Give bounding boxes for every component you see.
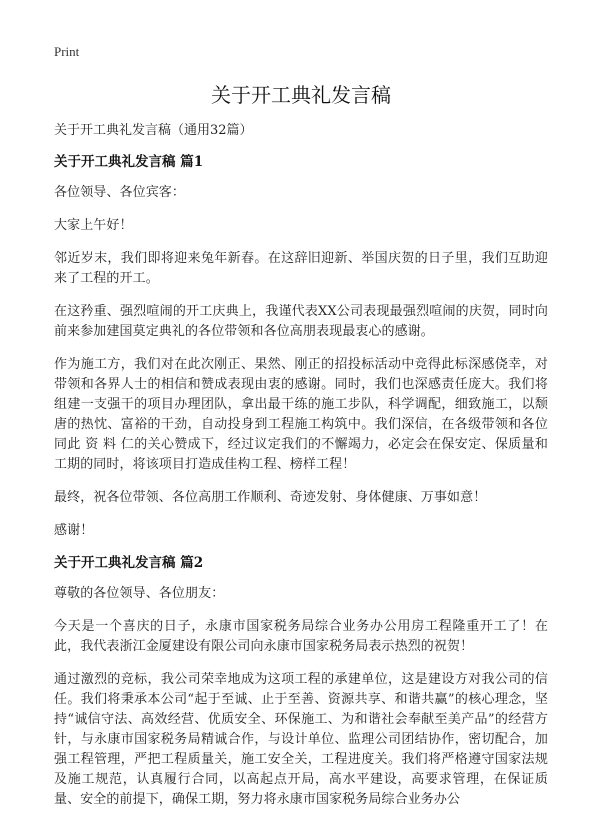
section-2	[54, 554, 548, 810]
document-subtitle: 关于开工典礼发言稿（通用32篇）	[54, 123, 253, 138]
paragraph: 在这矜重、强烈喧闹的开工庆典上，我谨代表XX公司表现最强烈喧闹的庆贺，同时向前来参加建国莫定典礼的各位带领和各位高朋表现最衷心的感谢。	[54, 304, 548, 339]
paragraph: 今天是一个喜庆的日子，永康市国家税务局综合业务办公用房工程隆重开工了！在此，我代表浙江金厦建设有限公司向永康市国家税务局表示热烈的祝贺！	[54, 619, 548, 654]
section-1	[54, 153, 548, 541]
paragraph: 尊敬的各位领导、各位朋友：	[54, 586, 225, 601]
paragraph: 各位领导、各位宾客：	[54, 185, 186, 200]
print-label[interactable]: Print	[54, 44, 80, 59]
document-title: 关于开工典礼发言稿	[211, 83, 391, 107]
paragraph: 最终，祝各位带领、各位高朋工作顺利、奇迹发射、身体健康、万事如意！	[54, 490, 487, 505]
paragraph: 通过激烈的竞标，我公司荣幸地成为这项工程的承建单位，这是建设方对我公司的信任。我们将秉承本公司“起于至诚、止于至善、资源共享、和谐共赢”的核心理念，坚持“诚信守法、高效经营、优质安全、环保施工、为和谐社会奉献至美产品”的经营方针，与永康市国家税务局精诚合作，与设计单位、监理公司团结协作，密切配合，加强工程管理，严把工程质量关，施工安全关，工程进度关。我们将严格遵守国家法规及施工规范，认真履行合同，以高起点开局，高水平建设，高要求管理，在保证质量、安全的前提下，确保工期，努力将永康市国家税务局综合业务办公	[54, 672, 548, 807]
paragraph: 邻近岁末，我们即将迎来兔年新春。在这辞旧迎新、举国庆贺的日子里，我们互助迎来了工程的开工。	[54, 251, 548, 286]
section-heading: 关于开工典礼发言稿 篇1	[54, 154, 204, 170]
section-heading: 关于开工典礼发言稿 篇2	[54, 555, 204, 571]
paragraph: 感谢！	[54, 523, 94, 538]
paragraph: 大家上午好！	[54, 218, 133, 233]
paragraph: 作为施工方，我们对在此次刚正、果然、刚正的招投标活动中竞得此标深感侥幸，对带领和各界人士的相信和赞成表现由衷的感谢。同时，我们也深感责任庞大。我们将组建一支强干的项目办理团队，拿出最干练的施工步队，科学调配，细致施工，以颓唐的热忱、富裕的干劲，自动投身到工程施工构筑中。我们深信，在各级带领和各位同此 资 料 仁的关心赞成下，经过议定我们的不懈竭力，必定会在保安定、保质量和工期的同时，将该项目打造成佳构工程、榜样工程！	[54, 357, 548, 472]
